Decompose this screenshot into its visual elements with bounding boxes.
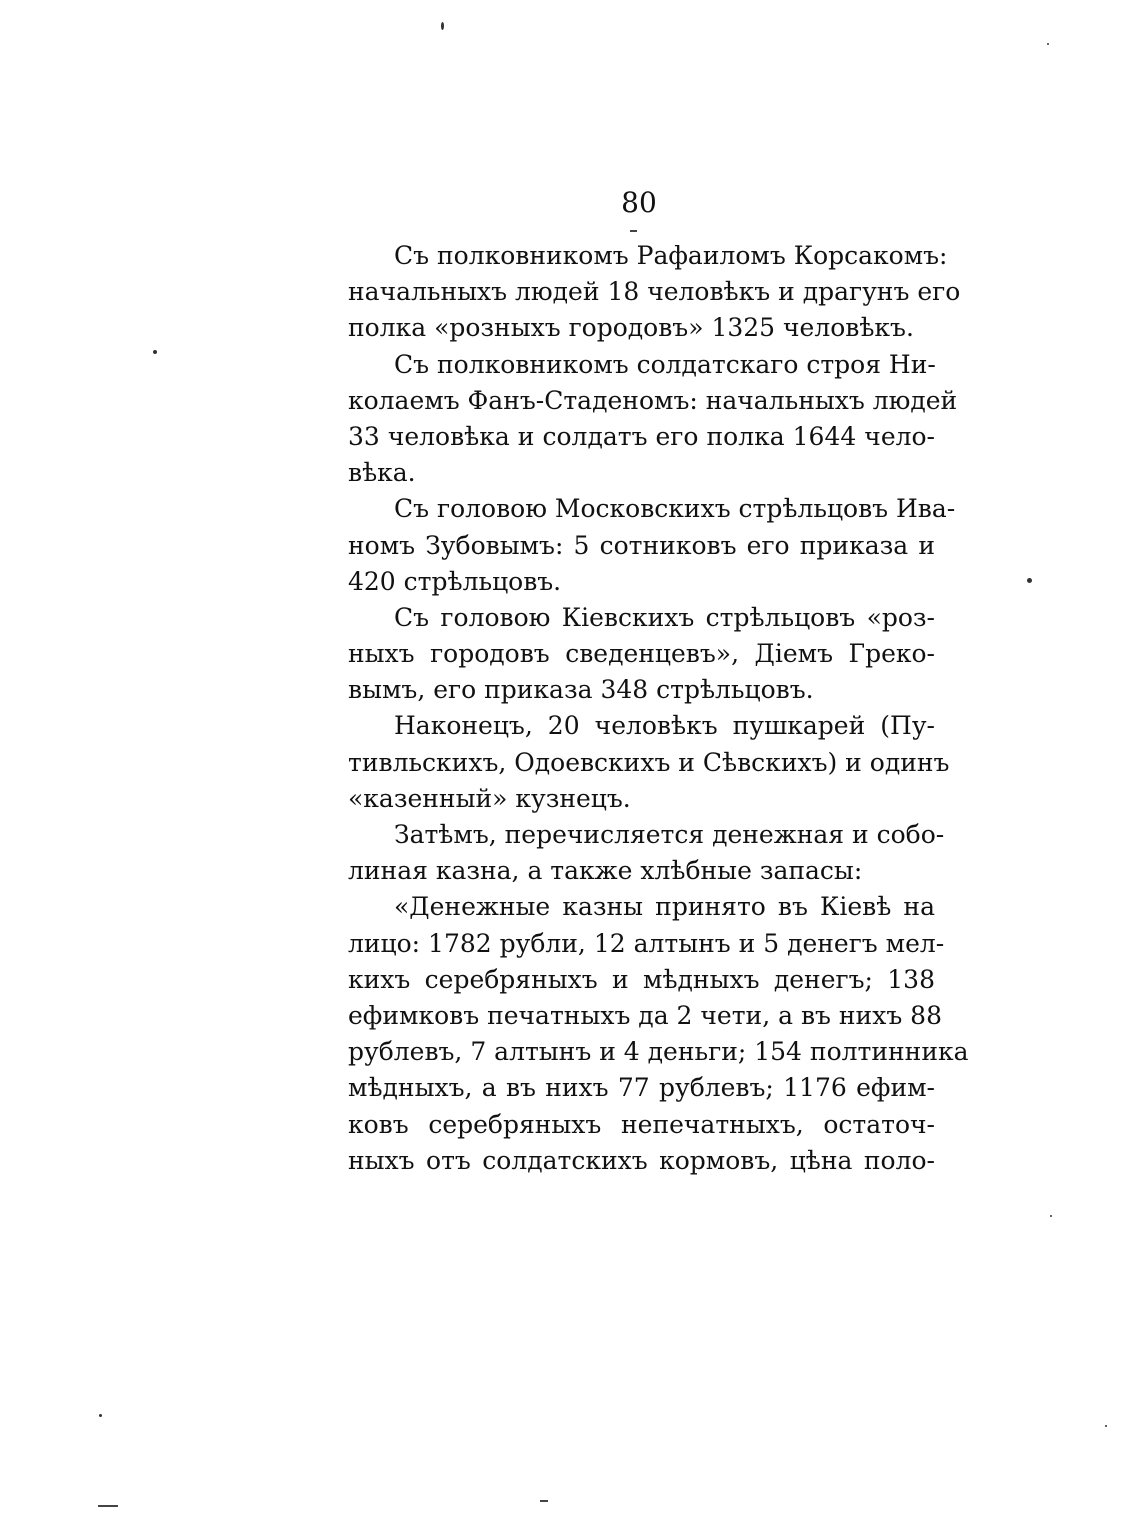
paragraph [348,817,945,889]
text-line: ныхъ городовъ сведенцевъ», Діемъ Греко- [348,639,935,669]
scan-mark [98,1505,118,1507]
text-line: Съ головою Московскихъ стрѣльцовъ Ива- [394,494,956,524]
page-number: 80 [621,186,657,219]
scan-speck [1027,578,1032,583]
text-line: 33 человѣка и солдатъ его полка 1644 чело- [348,421,935,451]
scan-mark [630,230,637,232]
text-line: мѣдныхъ, а въ нихъ 77 рублевъ; 1176 ефим- [348,1073,935,1103]
text-line: колаемъ Фанъ-Стаденомъ: начальныхъ людей [348,385,958,415]
scan-speck [1050,1215,1052,1217]
text-line: ныхъ отъ солдатскихъ кормовъ, цѣна поло- [348,1145,935,1175]
text-line: Затѣмъ, перечисляется денежная и собо- [394,820,945,849]
scan-speck [1047,43,1049,45]
text-line: 420 стрѣльцовъ. [348,566,562,596]
text-line: рублевъ, 7 алтынъ и 4 деньги; 154 полтинника [348,1037,969,1067]
text-line: «Денежные казны принято въ Кіевѣ на [394,892,935,922]
text-line: Съ полковникомъ солдатскаго строя Ни- [394,349,936,379]
scan-mark [540,1500,548,1502]
text-column [348,238,969,1179]
paragraph [348,347,958,492]
text-line: лицо: 1782 рубли, 12 алтынъ и 5 денегъ мел- [348,928,945,958]
text-line: номъ Зубовымъ: 5 сотниковъ его приказа и [348,530,935,560]
scan-speck [441,22,444,30]
paragraph [348,238,961,347]
text-line: тивльскихъ, Одоевскихъ и Сѣвскихъ) и одинъ [348,747,950,777]
text-line: вѣка. [348,458,416,488]
paragraph [348,491,956,600]
text-line: вымъ, его приказа 348 стрѣльцовъ. [348,675,814,705]
scan-speck [153,350,157,354]
paragraph [348,600,935,709]
text-line: ковъ серебряныхъ непечатныхъ, остаточ- [348,1109,935,1139]
text-line: ефимковъ печатныхъ да 2 чети, а въ нихъ 88 [348,1000,942,1030]
text-line: Съ головою Кіевскихъ стрѣльцовъ «роз- [394,602,935,632]
paragraph [348,889,969,1179]
scan-speck [1105,1425,1107,1427]
text-line: Наконецъ, 20 человѣкъ пушкарей (Пу- [394,711,935,741]
text-line: «казенный» кузнецъ. [348,783,631,813]
text-line: линая казна, а также хлѣбные запасы: [348,856,863,886]
text-line: начальныхъ людей 18 человѣкъ и драгунъ его [348,277,961,307]
text-line: полка «розныхъ городовъ» 1325 человѣкъ. [348,313,914,343]
text-line: кихъ серебряныхъ и мѣдныхъ денегъ; 138 [348,964,935,994]
text-line: Съ полковникомъ Рафаиломъ Корсакомъ: [394,241,948,270]
paragraph [348,708,950,817]
scan-speck [99,1414,102,1417]
